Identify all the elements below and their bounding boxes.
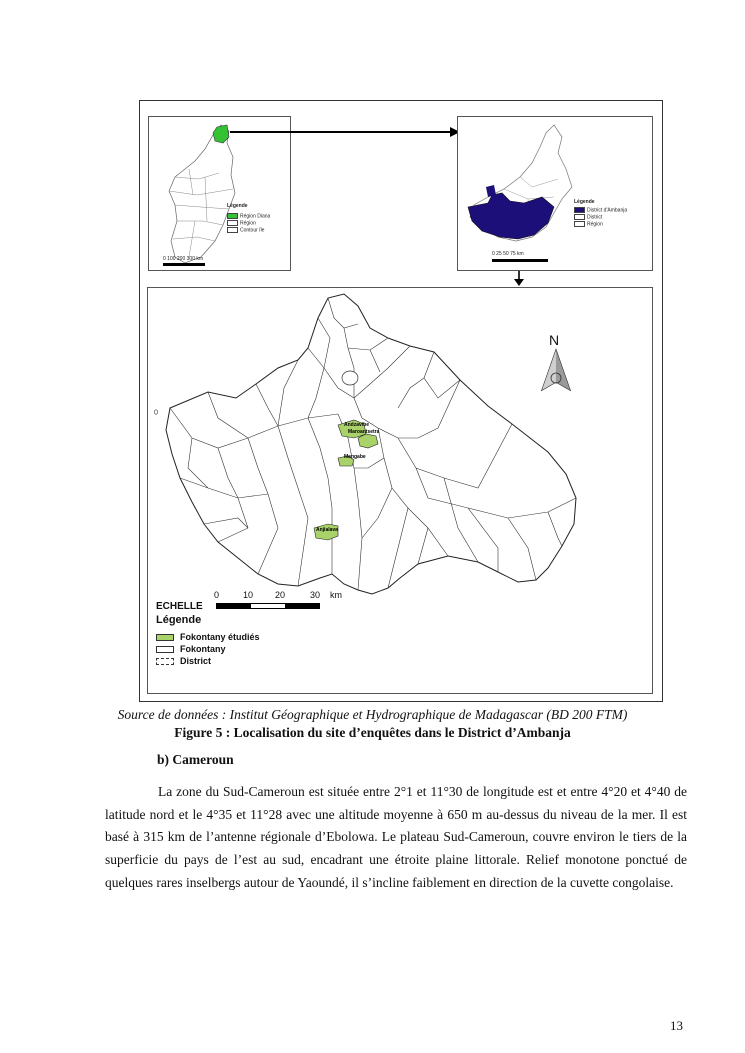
scale-tick-20: 20 (275, 590, 286, 600)
scale-tick-10: 10 (243, 590, 254, 600)
inset2-legend-ambanja: District d'Ambanja (587, 207, 628, 214)
body-paragraph (105, 781, 687, 895)
scale-title: ECHELLE (156, 601, 203, 612)
place-label-maroantsetra: Maroantsetra (348, 429, 380, 435)
diana-outline (458, 117, 652, 270)
inset1-scale-bar (163, 263, 205, 266)
north-arrow-icon (542, 350, 570, 390)
inset1-legend-region: Région (240, 220, 256, 227)
scale-unit: km (330, 590, 342, 600)
ambanja-main-map (147, 287, 653, 694)
inset2-legend-region: Région (587, 221, 603, 228)
legend-label-studied: Fokontany étudiés (180, 632, 260, 642)
arrow-down (512, 271, 526, 287)
legend-swatch-district (156, 658, 174, 665)
scale-tick-30: 30 (310, 590, 321, 600)
diana-inset-map (457, 116, 653, 271)
inset1-scale-text: 0 100 200 300 km (163, 256, 204, 262)
legend-swatch-studied (156, 634, 174, 641)
inset1-legend-contour: Contour île (240, 227, 265, 234)
inset1-legend-diana: Région Diana (240, 213, 271, 220)
main-legend-title: Légende (156, 614, 202, 626)
place-label-anjialava: Anjialava (316, 527, 338, 533)
figure-title-caption: Figure 5 : Localisation du site d’enquêtes dans le District d’Ambanja (174, 725, 571, 740)
place-label-mangabe: Mangabe (344, 454, 366, 460)
place-label-andzavibe: Andzavibe (344, 422, 370, 428)
inset2-scale-bar (492, 259, 548, 262)
scale-tick-0: 0 (214, 590, 220, 600)
inset1-legend-title: Légende (227, 203, 248, 209)
legend-label-fokontany: Fokontany (180, 644, 226, 654)
inset2-legend-district: District (587, 214, 603, 221)
inset2-legend-title: Légende (574, 199, 595, 205)
section-heading: b) Cameroun (157, 752, 234, 767)
scale-bar (216, 603, 320, 609)
north-label: N (549, 332, 560, 348)
legend-label-district: District (180, 656, 212, 666)
inset2-scale-text: 0 25 50 75 km (492, 251, 524, 257)
arrow-right (230, 124, 462, 140)
figure-source-caption: Source de données : Institut Géographique et Hydrographique de Madagascar (BD 200 FTM) (117, 707, 628, 722)
page-number: 13 (670, 1018, 683, 1033)
body-paragraph-text: La zone du Sud-Cameroun est située entre 2°1 et 11°30 de longitude est et entre 4°20 et 4°40 de latitude nord et le 4°35 et 11°28 avec une altitude moyenne à 650 m au-dessus du niveau de la mer. Il est basé à 315 km de l’antenne régionale d’Ebolowa. Le plateau Sud-Cameroun, couvre environ le tiers de la superficie du pays de l’est au sud, encadrant une étroite plaine littorale. Relief monotone ponctué de quelques rares inselbergs autour de Yaoundé, il s’incline faiblement en direction de la cuvette congolaise. (105, 784, 687, 890)
legend-swatch-fokontany (156, 646, 174, 653)
